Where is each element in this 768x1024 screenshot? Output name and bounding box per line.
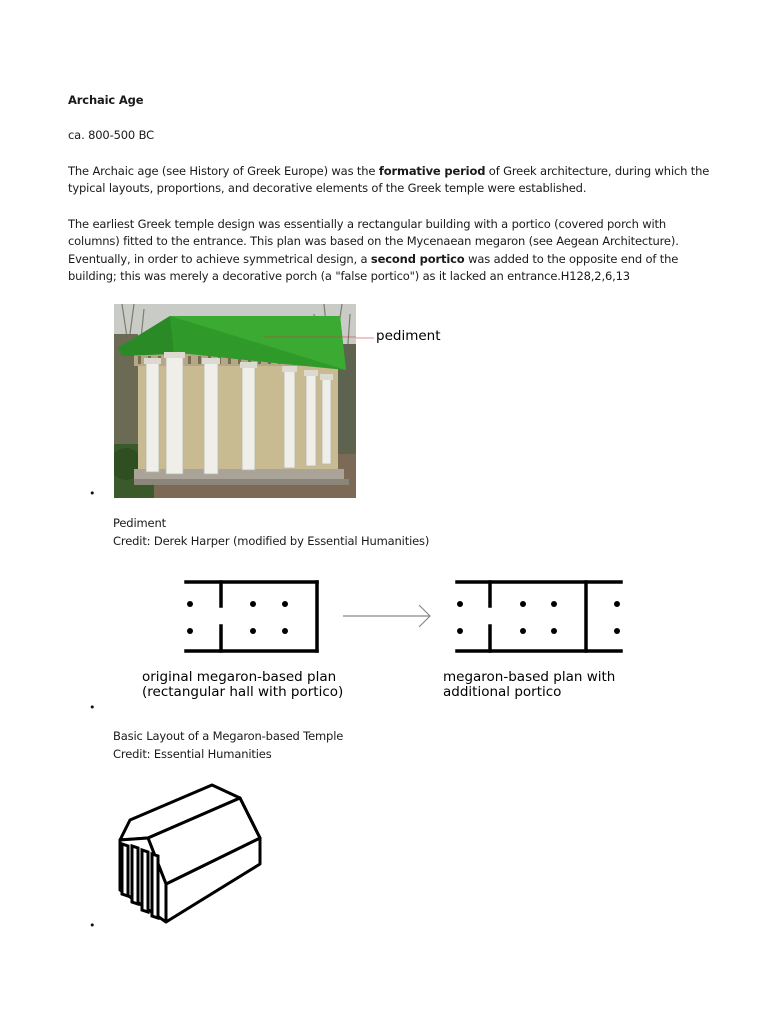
additional-portico-label-line-1: megaron-based plan with <box>443 669 616 685</box>
temple-photo <box>114 304 356 498</box>
figure-2-credit: Credit: Essential Humanities <box>113 747 272 761</box>
paragraph-2-line-1: The earliest Greek temple design was essentially a rectangular building with a portico (covered porch with <box>68 217 667 231</box>
pediment-pointer-line <box>356 336 374 340</box>
date-range: ca. 800-500 BC <box>68 128 155 142</box>
paragraph-2-line-4: building; this was merely a decorative porch (a "false portico") as it lacked an entrance.H128,2,6,13 <box>68 269 630 283</box>
temple-3d-sketch <box>112 780 268 930</box>
original-plan-label-line-1: original megaron-based plan <box>142 669 337 685</box>
pediment-label: pediment <box>376 328 441 344</box>
figure-1-caption: Pediment <box>113 516 166 530</box>
temple-photo-illustration <box>114 304 356 498</box>
additional-portico-label-line-2: additional portico <box>443 684 562 700</box>
figure-2-caption: Basic Layout of a Megaron-based Temple <box>113 729 344 743</box>
emphasis-formative-period: formative period <box>378 164 486 178</box>
section-heading: Archaic Age <box>68 93 144 107</box>
original-plan-label-line-2: (rectangular hall with portico) <box>142 684 344 700</box>
emphasis-second-portico: second portico <box>370 252 465 266</box>
list-bullet: • <box>89 701 96 714</box>
list-bullet: • <box>89 919 96 932</box>
paragraph-1-line-2: typical layouts, proportions, and decorative elements of the Greek temple were established. <box>68 181 587 195</box>
paragraph-1-line-1: The Archaic age (see History of Greek Europe) was the formative period of Greek architecture, during which the <box>68 164 710 178</box>
megaron-plans-diagram <box>180 578 630 658</box>
paragraph-2-line-2: columns) fitted to the entrance. This plan was based on the Mycenaean megaron (see Aegean Architecture). <box>68 234 679 248</box>
list-bullet: • <box>89 487 96 500</box>
paragraph-2-line-3: Eventually, in order to achieve symmetrical design, a second portico was added to the opposite end of the <box>68 252 679 266</box>
figure-1-credit: Credit: Derek Harper (modified by Essential Humanities) <box>113 534 430 548</box>
